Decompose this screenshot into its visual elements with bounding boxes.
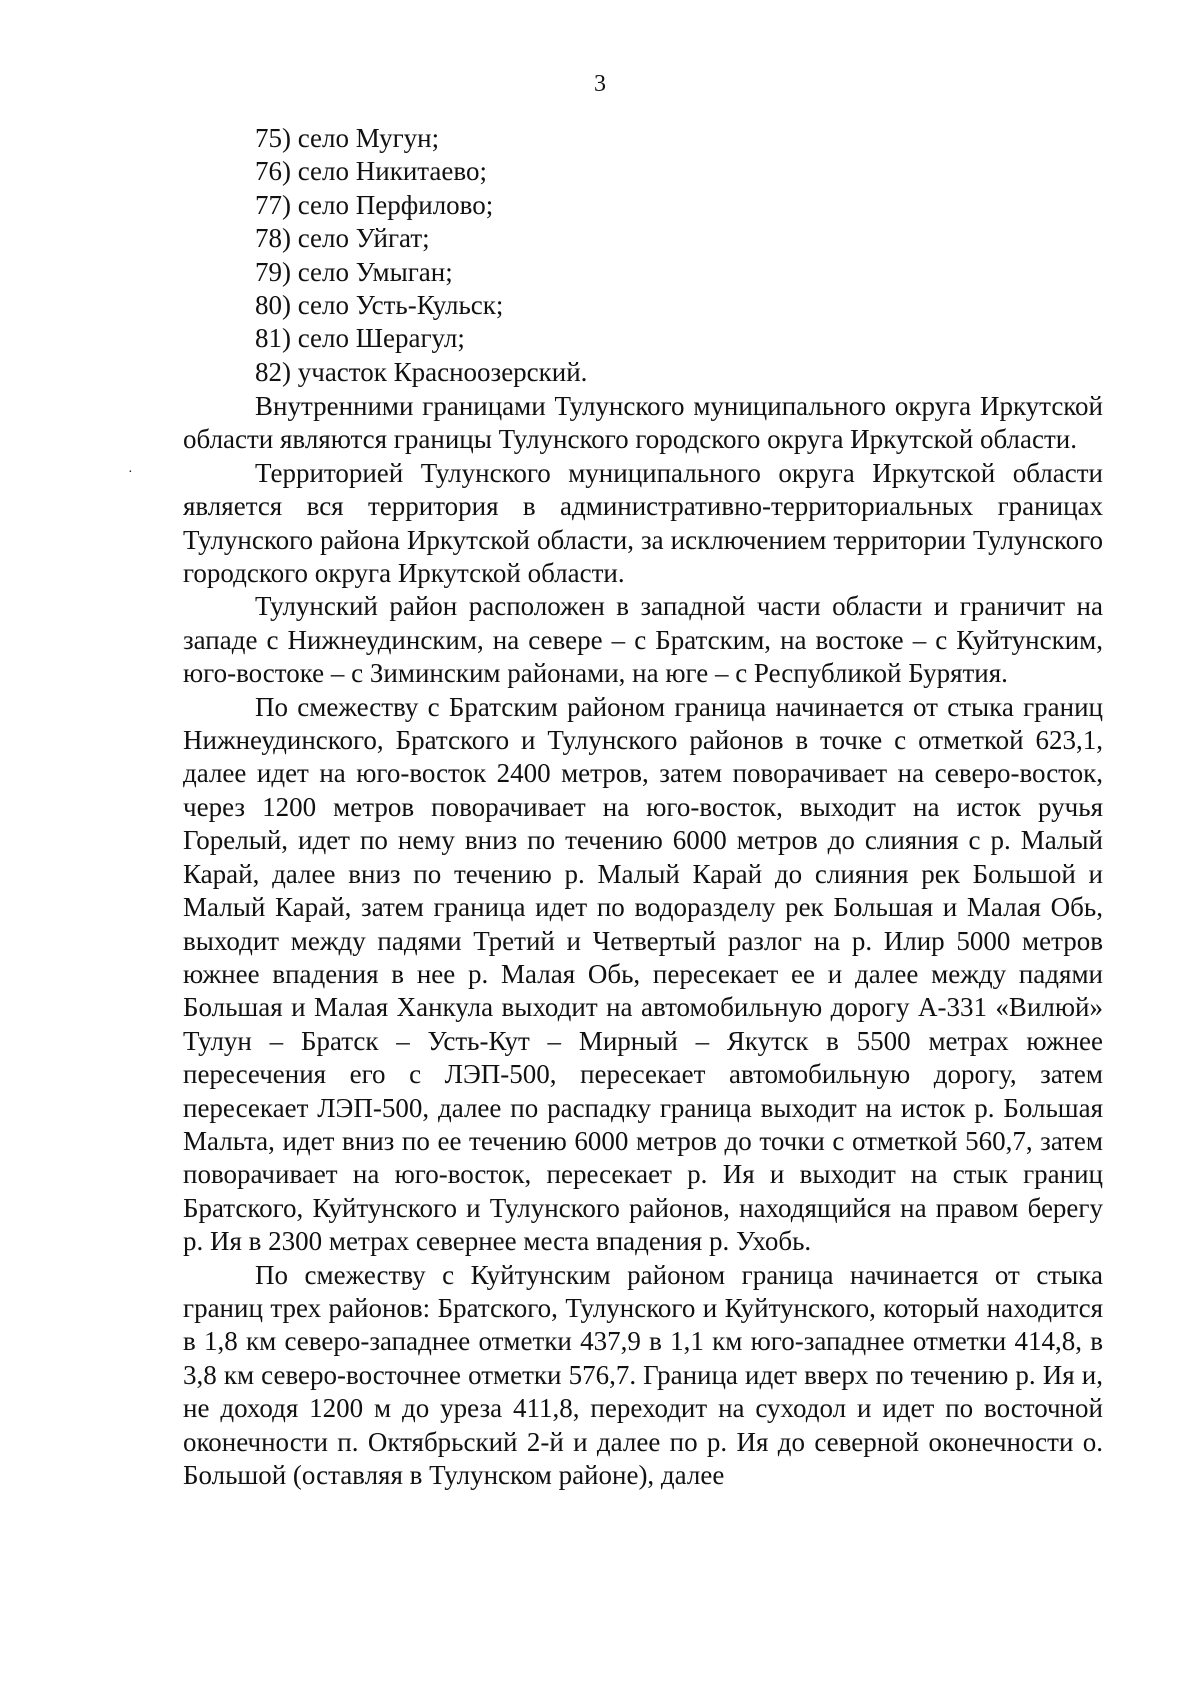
list-item: 77) село Перфилово; bbox=[255, 189, 494, 220]
settlement-list bbox=[255, 122, 587, 389]
list-item: 81) село Шерагул; bbox=[255, 323, 465, 354]
paragraph-internal-borders: Внутренними границами Тулунского муниципального округа Иркутской области являются границы Тулунского городского округа Иркутской области. bbox=[183, 391, 1103, 455]
scan-dot: · bbox=[128, 465, 133, 480]
list-item: 79) село Умыган; bbox=[255, 256, 453, 287]
paragraph-bratsk-border: По смежеству с Братским районом граница начинается от стыка границ Нижнеудинского, Братского и Тулунского районов в точке с отметкой 623,1, далее идет на юго-восток 2400 метров, затем поворачивает на северо-восток, через 1200 метров поворачивает на юго-восток, выходит на исток ручья Горелый, идет по нему вниз по течению 6000 метров до слияния с р. Малый Карай, далее вниз по течению р. Малый Карай до слияния рек Большой и Малый Карай, затем граница идет по водоразделу рек Большая и Малая Обь, выходит между падями Третий и Четвертый разлог на р. Илир 5000 метров южнее впадения в нее р. Малая Обь, пересекает ее и далее между падями Большая и Малая Ханкула выходит на автомобильную дорогу А-331 «Вилюй» Тулун – Братск – Усть-Кут – Мирный – Якутск в 5500 метрах южнее пересечения его с ЛЭП-500, пересекает автомобильную дорогу, затем пересекает ЛЭП-500, далее по распадку граница выходит на исток р. Большая Мальта, идет вниз по ее течению 6000 метров до точки с отметкой 560,7, затем поворачивает на юго-восток, пересекает р. Ия и выходит на стык границ Братского, Куйтунского и Тулунского районов, находящийся на правом берегу р. Ия в 2300 метрах севернее места впадения р. Ухобь. bbox=[183, 691, 1103, 1257]
paragraph-kuitun-border: По смежеству с Куйтунским районом граница начинается от стыка границ трех районов: Братского, Тулунского и Куйтунского, который находится в 1,8 км северо-западнее отметки 437,9 в 1,1 км юго-западнее отметки 414,8, в 3,8 км северо-восточнее отметки 576,7. Граница идет вверх по течению р. Ия и, не доходя 1200 м до уреза 411,8, переходит на суходол и идет по восточной оконечности п. Октябрьский 2-й и далее по р. Ия до северной оконечности о. Большой (оставляя в Тулунском районе), далее bbox=[183, 1259, 1103, 1490]
list-item: 76) село Никитаево; bbox=[255, 156, 487, 187]
list-item: 80) село Усть-Кульск; bbox=[255, 290, 504, 321]
paragraph-location: Тулунский район расположен в западной части области и граничит на западе с Нижнеудинским, на севере – с Братским, на востоке – с Куйтунским, юго-востоке – с Зиминским районами, на юге – с Республикой Бурятия. bbox=[183, 591, 1103, 689]
list-item: 75) село Мугун; bbox=[255, 123, 440, 153]
list-item: 78) село Уйгат; bbox=[255, 223, 430, 254]
list-item: 82) участок Красноозерский. bbox=[255, 356, 588, 387]
document-body bbox=[183, 390, 1103, 1492]
paragraph-territory: Территорией Тулунского муниципального округа Иркутской области является вся территория в административно-территориальных границах Тулунского района Иркутской области, за исключением территории Тулунского городского округа Иркутской области. bbox=[183, 457, 1103, 589]
page-number: 3 bbox=[594, 71, 606, 97]
